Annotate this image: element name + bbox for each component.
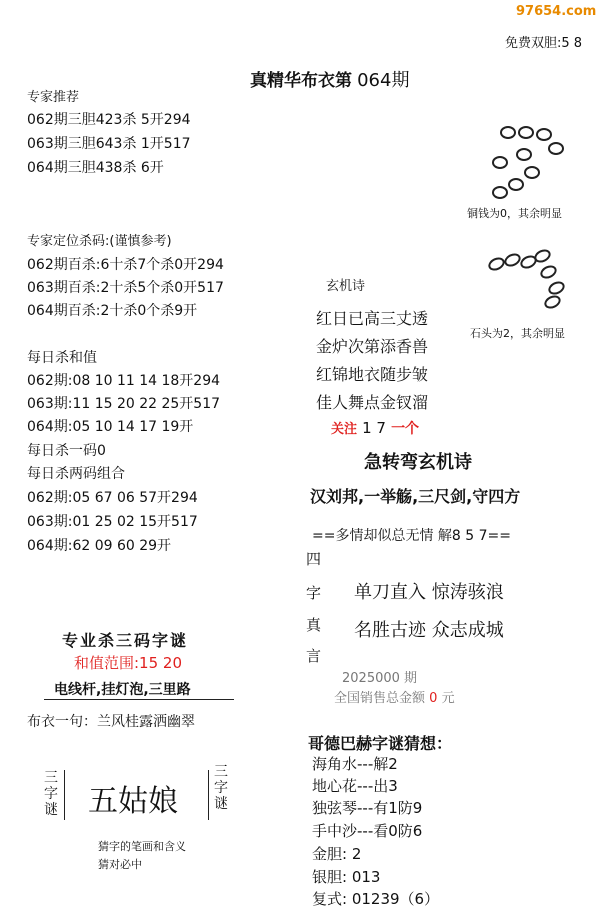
riddle-hint: 猜字的笔画和含义 (98, 840, 186, 853)
coin-icon (548, 142, 564, 155)
four-char-vertical: 真 (306, 616, 322, 634)
riddle-left-vertical: 三字谜 (44, 770, 58, 818)
turn-poem-title: 急转弯玄机诗 (364, 452, 472, 473)
focus-label: 关注 (331, 422, 358, 437)
position-kill-line: 062期百杀:6十杀7个杀0开294 (27, 257, 224, 273)
focus-numbers: 1 7 (362, 419, 386, 437)
daily-sum-line: 062期:08 10 11 14 18开294 (27, 373, 221, 389)
turn-poem-line: 汉刘邦,一举觞,三尺剑,守四方 (310, 487, 521, 506)
stone-icon (502, 251, 522, 269)
goldbach-title: 哥德巴赫字谜猜想： (308, 734, 453, 753)
turn-poem-solve: ==多情却似总无情 解8 5 7== (312, 528, 511, 544)
coin-icon (524, 166, 540, 179)
sales-total (334, 687, 455, 706)
focus-suffix: 一个 (391, 421, 420, 437)
daily-two-heading: 每日杀两码组合 (27, 466, 125, 482)
stone-icon (546, 279, 566, 297)
daily-sum-line: 063期:11 15 20 22 25开517 (27, 396, 221, 412)
divider (44, 699, 234, 700)
four-char-line: 单刀直入 惊涛骇浪 (354, 582, 504, 603)
coin-icon (516, 148, 532, 161)
goldbach-line: 手中沙---看0防6 (312, 822, 423, 840)
four-char-line: 名胜古迹 众志成城 (354, 620, 504, 641)
coin-icon (508, 178, 524, 191)
expert-line: 064期三胆438杀 6开 (27, 160, 164, 176)
sales-unit: 元 (441, 691, 455, 706)
four-char-vertical: 言 (306, 647, 322, 665)
four-char-vertical: 字 (306, 584, 322, 602)
riddle-title: 专业杀三码字谜 (62, 631, 189, 650)
expert-heading: 专家推荐 (27, 90, 80, 105)
daily-kill-one: 每日杀一码0 (27, 443, 106, 459)
sum-range: 和值范围:15 20 (74, 654, 182, 672)
poem-heading: 玄机诗 (326, 279, 366, 294)
poem-line: 佳人舞点金钗溜 (316, 393, 429, 412)
riddle-right-vertical: 三字谜 (214, 764, 228, 812)
expert-line: 063期三胆643杀 1开517 (27, 136, 191, 152)
goldbach-line: 海角水---解2 (312, 755, 398, 773)
expert-line: 062期三胆423杀 5开294 (27, 112, 191, 128)
daily-two-line: 062期:05 67 06 57开294 (27, 490, 198, 506)
title-issue: 064期 (357, 70, 410, 91)
coins-illustration (470, 118, 590, 200)
poem-line: 红日已高三丈透 (316, 309, 429, 328)
coin-icon (492, 186, 508, 199)
one-line-riddle: 布衣一句：兰风桂露洒幽翠 (27, 714, 195, 730)
free-two-picks: 免费双胆:5 8 (505, 36, 583, 51)
goldbach-line: 独弦琴---有1防9 (312, 799, 423, 817)
sales-amount: 0 (429, 691, 438, 706)
sales-label: 全国销售总金额 (334, 691, 426, 706)
coin-icon (518, 126, 534, 139)
poem-line: 红锦地衣随步皱 (316, 365, 429, 384)
poem-line: 金炉次第添香兽 (316, 337, 429, 356)
daily-two-line: 064期:62 09 60 29开 (27, 538, 172, 554)
coins-caption: 铜钱为0，其余明显 (467, 207, 562, 220)
title-main: 真精华布衣第 (250, 71, 352, 91)
daily-sum-heading: 每日杀和值 (27, 350, 97, 366)
coin-icon (492, 156, 508, 169)
position-kill-line: 064期百杀:2十杀0个杀9开 (27, 303, 198, 319)
four-char-vertical: 四 (306, 550, 322, 568)
page-title (250, 66, 409, 92)
silver-pick: 银胆: 013 (312, 868, 381, 886)
divider (64, 770, 65, 820)
riddle-answer: 五姑娘 (88, 784, 178, 819)
focus-line (331, 418, 419, 438)
stones-illustration (478, 246, 588, 308)
position-kill-line: 063期百杀:2十杀5个杀0开517 (27, 280, 224, 296)
stones-caption: 石头为2，其余明显 (470, 327, 565, 340)
stone-icon (486, 255, 506, 273)
stone-icon (542, 293, 562, 311)
sales-issue: 2025000 期 (342, 671, 418, 686)
divider (208, 770, 209, 820)
gold-pick: 金胆: 2 (312, 845, 362, 863)
site-watermark: 97654.com (516, 4, 597, 19)
riddle-items: 电线杆,挂灯泡,三里路 (54, 682, 191, 698)
daily-two-line: 063期:01 25 02 15开517 (27, 514, 198, 530)
riddle-hint: 猜对必中 (98, 858, 142, 871)
goldbach-line: 地心花---出3 (312, 777, 398, 795)
multi-pick: 复式: 01239（6） (312, 890, 440, 908)
coin-icon (536, 128, 552, 141)
stone-icon (538, 263, 558, 281)
daily-sum-line: 064期:05 10 14 17 19开 (27, 419, 194, 435)
coin-icon (500, 126, 516, 139)
position-kill-heading: 专家定位杀码:(谨慎参考) (27, 234, 172, 249)
